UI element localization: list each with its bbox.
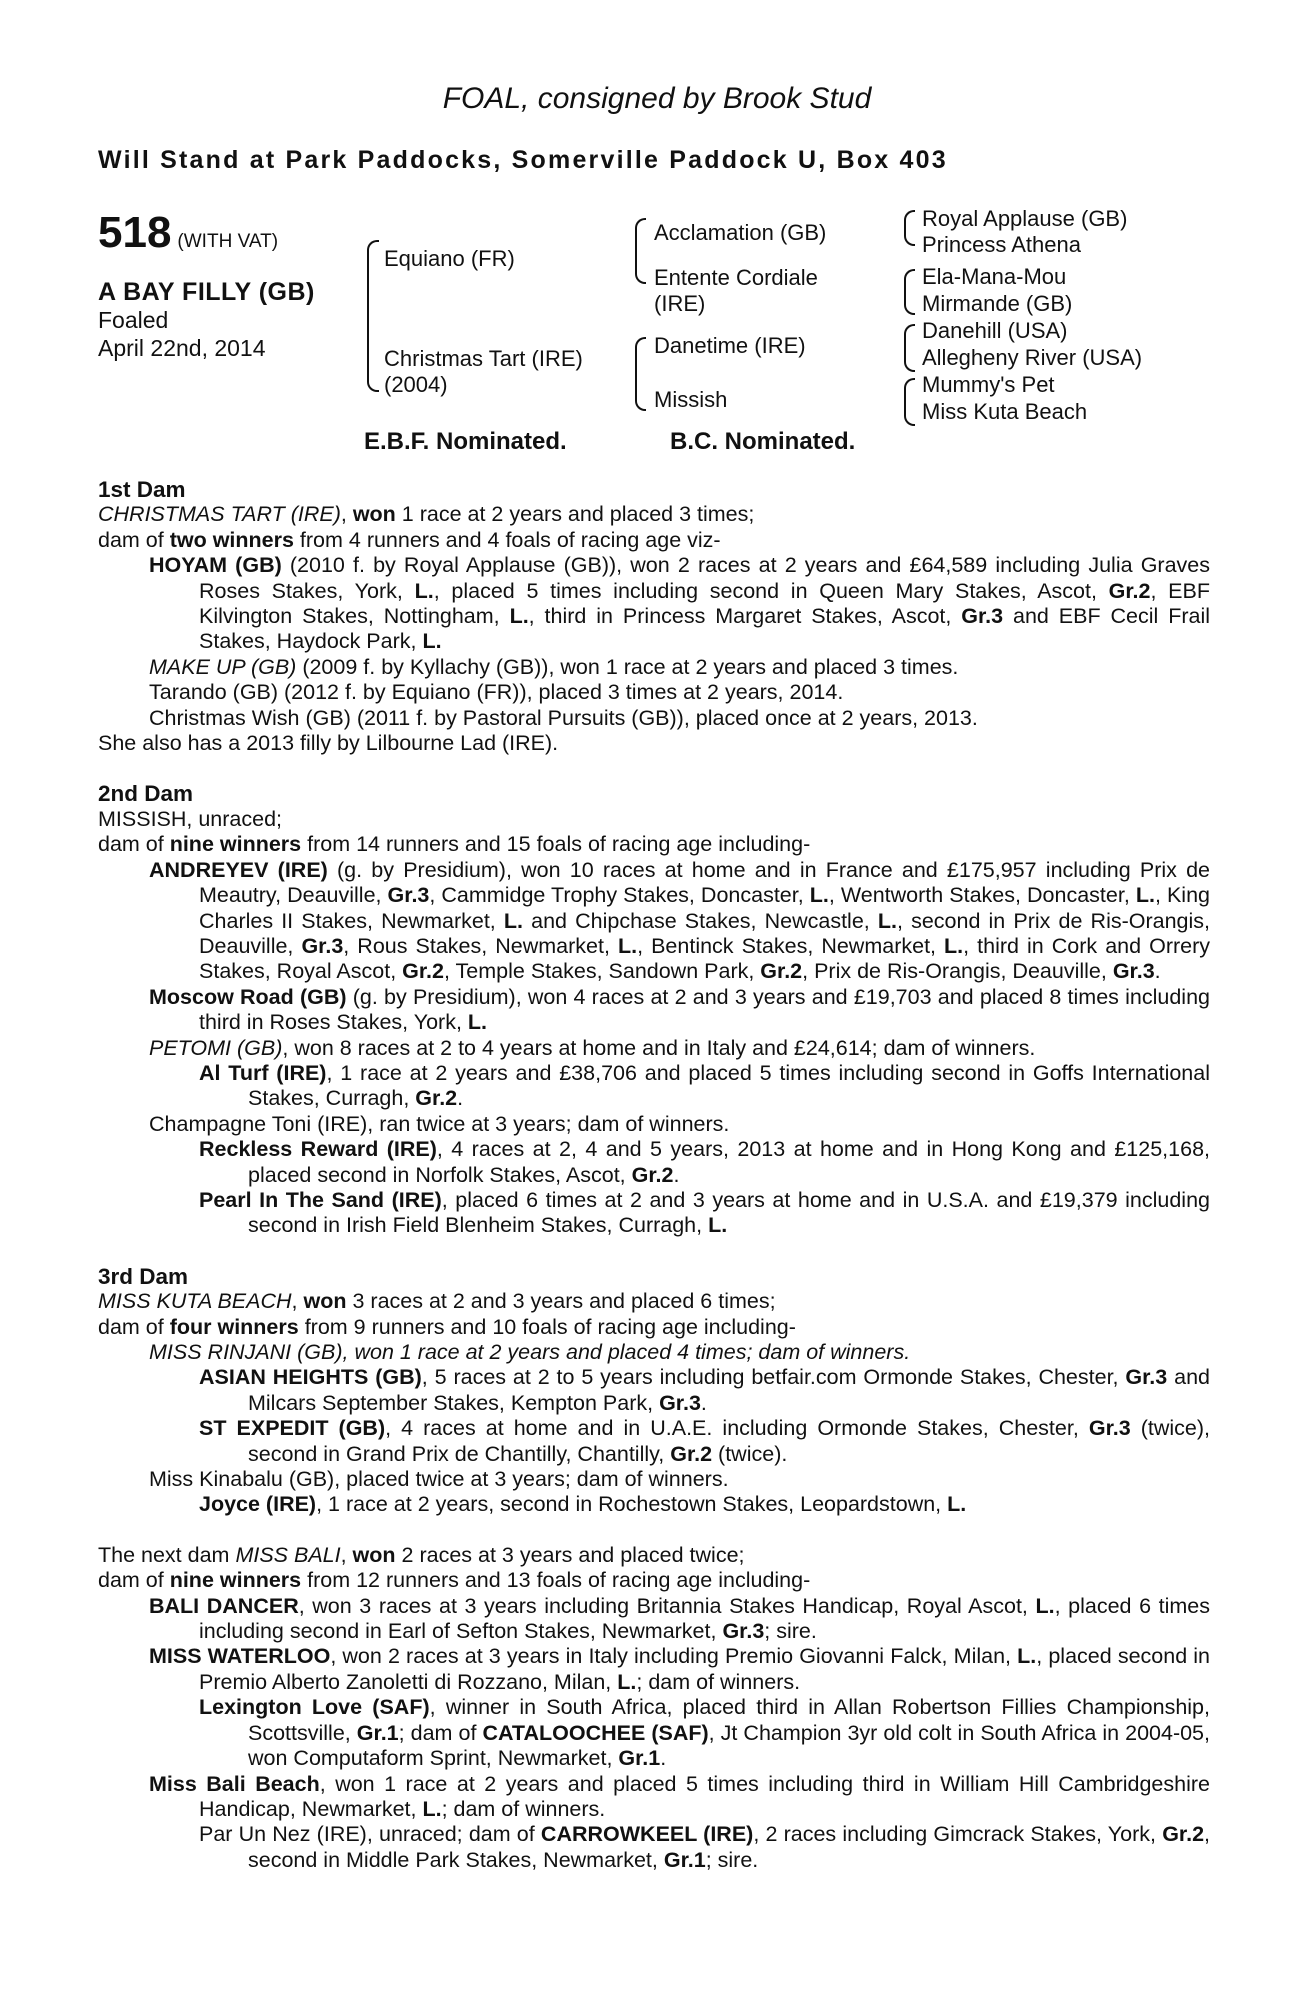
pedigree-ssd: Princess Athena bbox=[922, 232, 1081, 257]
produce-entry: MAKE UP (GB) (2009 f. by Kyllachy (GB)), won 1 race at 2 years and placed 3 times. bbox=[149, 654, 959, 679]
foaled-info bbox=[98, 306, 266, 362]
consignor-line: FOAL, consigned by Brook Stud bbox=[442, 82, 872, 115]
produce-entry: Pearl In The Sand (IRE), placed 6 times at 2 and 3 years at home and in U.S.A. and £19,379 including second in Irish Field Blenheim Stakes, Curragh, L. bbox=[199, 1187, 1210, 1238]
produce-entry: HOYAM (GB) (2010 f. by Royal Applause (GB)), won 2 races at 2 years and £64,589 including Julia Graves Roses Stakes, York, L., placed 5 times including second in Queen Mary Stakes, Ascot, Gr.2, EBF Kilvington Stakes, Nottingham, L., third in Princess Margaret Stakes, Ascot, Gr.3 and EBF Cecil Frail Stakes, Haydock Park, L. bbox=[149, 553, 1211, 654]
produce-entry: ANDREYEV (IRE) (g. by Presidium), won 10 races at home and in France and £175,957 including Prix de Meautry, Deauville, Gr.3, Cammidge Trophy Stakes, Doncaster, L., Wentworth Stakes, Doncaster, L., King Charles II Stakes, Newmarket, L. and Chipchase Stakes, Newcastle, L., second in Prix de Ris-Orangis, Deauville, Gr.3, Rous Stakes, Newmarket, L., Bentinck Stakes, Newmarket, L., third in Cork and Orrery Stakes, Royal Ascot, Gr.2, Temple Stakes, Sandown Park, Gr.2, Prix de Ris-Orangis, Deauville, Gr.3. bbox=[149, 857, 1211, 984]
produce-entry: Tarando (GB) (2012 f. by Equiano (FR)), placed 3 times at 2 years, 2014. bbox=[149, 680, 844, 705]
produce-entry: ASIAN HEIGHTS (GB), 5 races at 2 to 5 years including betfair.com Ormonde Stakes, Chester, Gr.3 and Milcars September Stakes, Kempton Park, Gr.3. bbox=[199, 1365, 1210, 1415]
produce-entry: Lexington Love (SAF), winner in South Africa, placed third in Allan Robertson Fillies Championship, Scottsville, Gr.1; dam of CATALOOCHEE (SAF), Jt Champion 3yr old colt in South Africa in 2004-05, won Computaform Sprint, Newmarket, Gr.1. bbox=[199, 1695, 1210, 1771]
lot-heading bbox=[98, 208, 278, 258]
second-dam-summary: MISSISH, unraced; bbox=[98, 806, 283, 831]
pedigree-brace bbox=[904, 378, 915, 426]
pedigree-sss: Royal Applause (GB) bbox=[922, 206, 1128, 231]
next-dam-produce: dam of nine winners from 12 runners and 13 foals of racing age including- bbox=[98, 1568, 811, 1593]
produce-entry: Joyce (IRE), 1 race at 2 years, second in Rochestown Stakes, Leopardstown, L. bbox=[199, 1492, 967, 1517]
produce-entry: Miss Kinabalu (GB), placed twice at 3 years; dam of winners. bbox=[149, 1467, 729, 1492]
foaled-label: Foaled bbox=[98, 307, 169, 333]
foaled-date: April 22nd, 2014 bbox=[98, 335, 266, 361]
produce-entry: Christmas Wish (GB) (2011 f. by Pastoral Pursuits (GB)), placed once at 2 years, 2013. bbox=[149, 705, 978, 730]
bc-nomination: B.C. Nominated. bbox=[670, 428, 856, 455]
produce-entry: Champagne Toni (IRE), ran twice at 3 years; dam of winners. bbox=[149, 1111, 730, 1136]
pedigree-brace bbox=[904, 210, 915, 246]
produce-record bbox=[98, 477, 1210, 1873]
produce-entry: Moscow Road (GB) (g. by Presidium), won 4 races at 2 and 3 years and £19,703 and placed 8 times including third in Roses Stakes, York, L. bbox=[149, 984, 1210, 1035]
pedigree-brace bbox=[904, 269, 915, 315]
horse-description: A BAY FILLY (GB) bbox=[98, 278, 315, 306]
pedigree-dam-dam: Missish bbox=[654, 387, 728, 412]
pedigree-sds: Ela-Mana-Mou bbox=[922, 264, 1067, 289]
pedigree-brace bbox=[635, 337, 646, 411]
pedigree-brace bbox=[904, 324, 915, 372]
pedigree-sdd: Mirmande (GB) bbox=[922, 291, 1073, 316]
produce-entry: PETOMI (GB), won 8 races at 2 to 4 years at home and in Italy and £24,614; dam of winners. bbox=[149, 1035, 1036, 1060]
second-dam-heading: 2nd Dam bbox=[98, 781, 194, 807]
produce-entry: MISS RINJANI (GB), won 1 race at 2 years and placed 4 times; dam of winners. bbox=[149, 1340, 911, 1364]
third-dam-produce: dam of four winners from 9 runners and 10 foals of racing age including- bbox=[98, 1314, 796, 1339]
pedigree-ddd: Miss Kuta Beach bbox=[922, 399, 1088, 424]
produce-entry: Reckless Reward (IRE), 4 races at 2, 4 and 5 years, 2013 at home and in Hong Kong and £125,168, placed second in Norfolk Stakes, Ascot, Gr.2. bbox=[199, 1137, 1210, 1187]
stabling-line: Will Stand at Park Paddocks, Somerville Paddock U, Box 403 bbox=[98, 146, 948, 174]
lot-number: 518 bbox=[98, 208, 172, 257]
pedigree-dsd: Allegheny River (USA) bbox=[922, 345, 1143, 370]
third-dam-heading: 3rd Dam bbox=[98, 1263, 189, 1289]
pedigree-brace bbox=[367, 240, 379, 392]
pedigree-dds: Mummy's Pet bbox=[922, 372, 1055, 397]
produce-note: She also has a 2013 filly by Lilbourne Lad (IRE). bbox=[98, 731, 559, 756]
pedigree-brace bbox=[635, 218, 646, 284]
produce-entry: Al Turf (IRE), 1 race at 2 years and £38,706 and placed 5 times including second in Goffs International Stakes, Curragh, Gr.2. bbox=[199, 1060, 1211, 1111]
second-dam-produce: dam of nine winners from 14 runners and 15 foals of racing age including- bbox=[98, 832, 811, 857]
produce-entry: BALI DANCER, won 3 races at 3 years including Britannia Stakes Handicap, Royal Ascot, L., placed 6 times including second in Earl of Sefton Stakes, Newmarket, Gr.3; sire. bbox=[149, 1593, 1210, 1644]
pedigree-sire-dam: Entente Cordiale (IRE) bbox=[654, 265, 818, 316]
pedigree-sire-sire: Acclamation (GB) bbox=[654, 220, 827, 245]
produce-entry: MISS WATERLOO, won 2 races at 3 years in Italy including Premio Giovanni Falck, Milan, L., placed second in Premio Alberto Zanoletti di Rozzano, Milan, L.; dam of winners. bbox=[149, 1644, 1211, 1694]
pedigree-dam: Christmas Tart (IRE) (2004) bbox=[384, 346, 583, 397]
first-dam-summary: CHRISTMAS TART (IRE), won 1 race at 2 years and placed 3 times; bbox=[98, 502, 755, 527]
pedigree-sire: Equiano (FR) bbox=[384, 246, 515, 271]
produce-entry: ST EXPEDIT (GB), 4 races at home and in U.A.E. including Ormonde Stakes, Chester, Gr.3 (twice), second in Grand Prix de Chantilly, Chantilly, Gr.2 (twice). bbox=[199, 1416, 1211, 1466]
first-dam-produce: dam of two winners from 4 runners and 4 foals of racing age viz- bbox=[98, 527, 721, 552]
first-dam-heading: 1st Dam bbox=[98, 477, 186, 502]
third-dam-summary: MISS KUTA BEACH, won 3 races at 2 and 3 years and placed 6 times; bbox=[98, 1289, 776, 1314]
produce-entry: Par Un Nez (IRE), unraced; dam of CARROWKEEL (IRE), 2 races including Gimcrack Stakes, York, Gr.2, second in Middle Park Stakes, Newmarket, Gr.1; sire. bbox=[199, 1822, 1211, 1872]
vat-note: (WITH VAT) bbox=[177, 231, 279, 252]
pedigree-dam-sire: Danetime (IRE) bbox=[654, 333, 806, 358]
ebf-nomination: E.B.F. Nominated. bbox=[364, 428, 567, 455]
produce-entry: Miss Bali Beach, won 1 race at 2 years and placed 5 times including third in William Hill Cambridgeshire Handicap, Newmarket, L.; dam of winners. bbox=[149, 1771, 1210, 1821]
next-dam-summary: The next dam MISS BALI, won 2 races at 3 years and placed twice; bbox=[98, 1542, 745, 1567]
pedigree-dss: Danehill (USA) bbox=[922, 318, 1068, 343]
